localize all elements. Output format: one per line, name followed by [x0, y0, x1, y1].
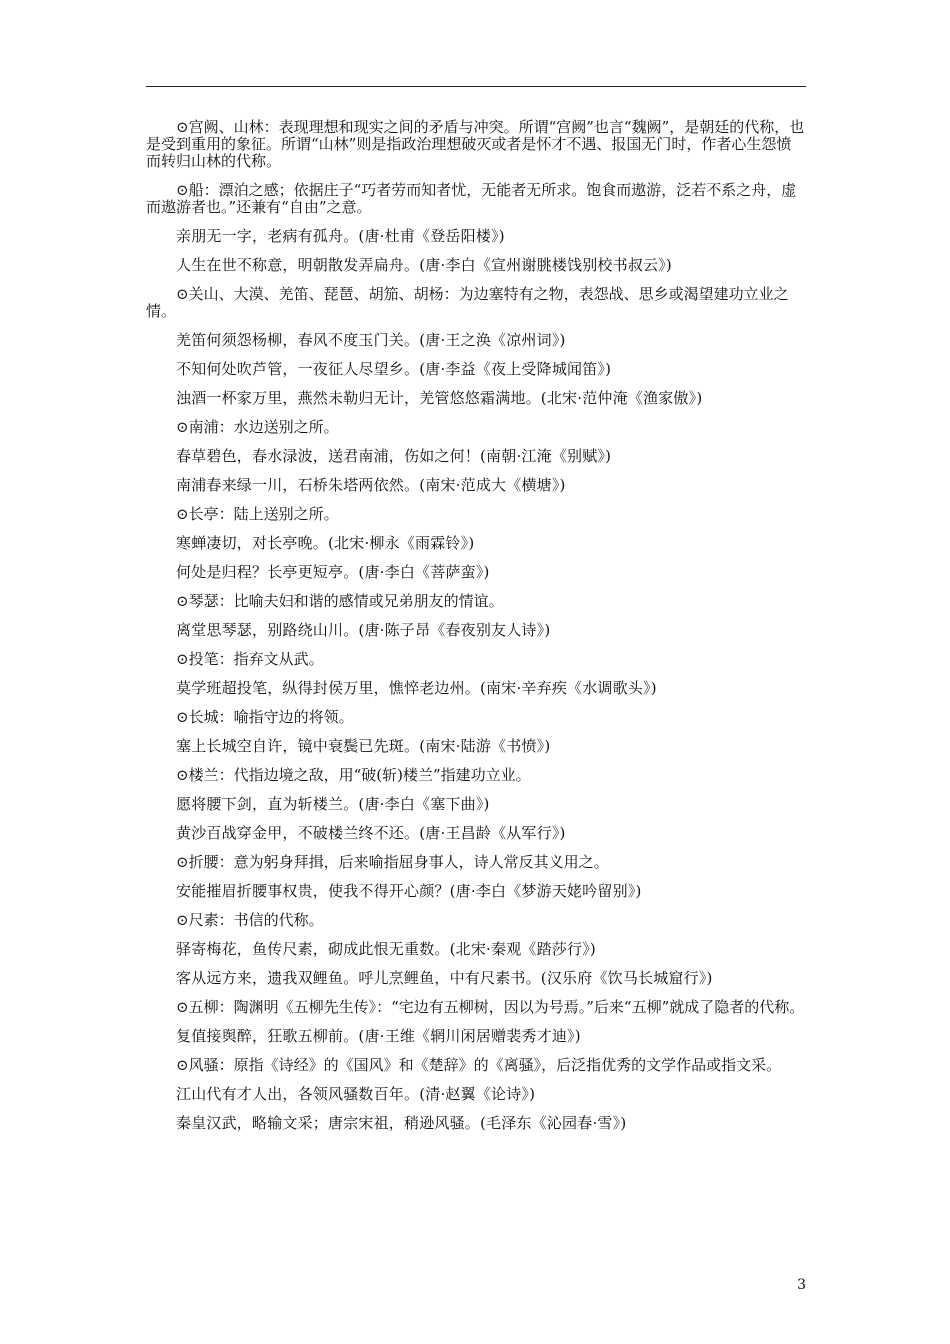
term-paragraph: ⊙南浦：水边送别之所。 [176, 418, 339, 436]
header-rule [146, 86, 806, 87]
quote-paragraph: 离堂思琴瑟，别路绕山川。(唐·陈子昂《春夜别友人诗》) [176, 621, 551, 639]
term-paragraph: ⊙宫阙、山林：表现理想和现实之间的矛盾与冲突。所谓“宫阙”也言“魏阙”，是朝廷的代称，也是受到重用的象征。所谓“山林”则是指政治理想破灭或者是怀才不遇、报国无门时，作者心生怨愤而转归山林的代称。 [146, 118, 805, 170]
term-paragraph: ⊙关山、大漠、羌笛、琵琶、胡笳、胡杨：为边塞特有之物，表怨战、思乡或渴望建功立业之情。 [146, 285, 789, 320]
quote-paragraph: 寒蝉凄切，对长亭晚。(北宋·柳永《雨霖铃》) [176, 534, 475, 552]
page-number: 3 [797, 1277, 806, 1293]
quote-paragraph: 亲朋无一字，老病有孤舟。(唐·杜甫《登岳阳楼》) [176, 227, 505, 245]
quote-paragraph: 愿将腰下剑，直为斩楼兰。(唐·李白《塞下曲》) [176, 795, 490, 813]
document-body [146, 119, 806, 1144]
quote-paragraph: 莫学班超投笔，纵得封侯万里，憔悴老边州。(南宋·辛弃疾《水调歌头》) [176, 679, 657, 697]
quote-paragraph: 黄沙百战穿金甲，不破楼兰终不还。(唐·王昌龄《从军行》) [176, 824, 566, 842]
quote-paragraph: 浊酒一杯家万里，燕然未勒归无计，羌管悠悠霜满地。(北宋·范仲淹《渔家傲》) [176, 389, 703, 407]
quote-paragraph: 南浦春来绿一川，石桥朱塔两依然。(南宋·范成大《横塘》) [176, 476, 566, 494]
term-paragraph: ⊙长亭：陆上送别之所。 [176, 505, 339, 523]
quote-paragraph: 不知何处吹芦管，一夜征人尽望乡。(唐·李益《夜上受降城闻笛》) [176, 360, 612, 378]
term-paragraph: ⊙船：漂泊之感；依据庄子“巧者劳而知者忧，无能者无所求。饱食而遨游，泛若不系之舟，虚而遨游者也。”还兼有“自由”之意。 [146, 181, 797, 216]
term-paragraph: ⊙琴瑟：比喻夫妇和谐的感情或兄弟朋友的情谊。 [176, 592, 504, 610]
quote-paragraph: 驿寄梅花，鱼传尺素，砌成此恨无重数。(北宋·秦观《踏莎行》) [176, 940, 596, 958]
quote-paragraph: 安能摧眉折腰事权贵，使我不得开心颜？(唐·李白《梦游天姥吟留别》) [176, 882, 642, 900]
quote-paragraph: 江山代有才人出，各领风骚数百年。(清·赵翼《论诗》) [176, 1085, 536, 1103]
term-paragraph: ⊙折腰：意为躬身拜揖，后来喻指屈身事人，诗人常反其义用之。 [176, 853, 609, 871]
quote-paragraph: 春草碧色，春水渌波，送君南浦，伤如之何！(南朝·江淹《别赋》) [176, 447, 612, 465]
quote-paragraph: 何处是归程？长亭更短亭。(唐·李白《菩萨蛮》) [176, 563, 490, 581]
term-paragraph: ⊙五柳：陶渊明《五柳先生传》：“宅边有五柳树，因以为号焉。”后来“五柳”就成了隐者的代称。 [176, 998, 805, 1016]
term-paragraph: ⊙风骚：原指《诗经》的《国风》和《楚辞》的《离骚》，后泛指优秀的文学作品或指文采。 [176, 1056, 782, 1074]
quote-paragraph: 复值接舆醉，狂歌五柳前。(唐·王维《辋川闲居赠裴秀才迪》) [176, 1027, 581, 1045]
term-paragraph: ⊙尺素：书信的代称。 [176, 911, 324, 929]
term-paragraph: ⊙长城：喻指守边的将领。 [176, 708, 354, 726]
term-paragraph: ⊙投笔：指弃文从武。 [176, 650, 324, 668]
term-paragraph: ⊙楼兰：代指边境之敌，用“破(斩)楼兰”指建功立业。 [176, 766, 531, 784]
quote-paragraph: 客从远方来，遗我双鲤鱼。呼儿烹鲤鱼，中有尺素书。(汉乐府《饮马长城窟行》) [176, 969, 713, 987]
quote-paragraph: 人生在世不称意，明朝散发弄扁舟。(唐·李白《宣州谢朓楼饯别校书叔云》) [176, 256, 672, 274]
quote-paragraph: 羌笛何须怨杨柳，春风不度玉门关。(唐·王之涣《凉州词》) [176, 331, 566, 349]
quote-paragraph: 塞上长城空自许，镜中衰鬓已先斑。(南宋·陆游《书愤》) [176, 737, 551, 755]
quote-paragraph: 秦皇汉武，略输文采；唐宗宋祖，稍逊风骚。(毛泽东《沁园春·雪》) [176, 1114, 627, 1132]
